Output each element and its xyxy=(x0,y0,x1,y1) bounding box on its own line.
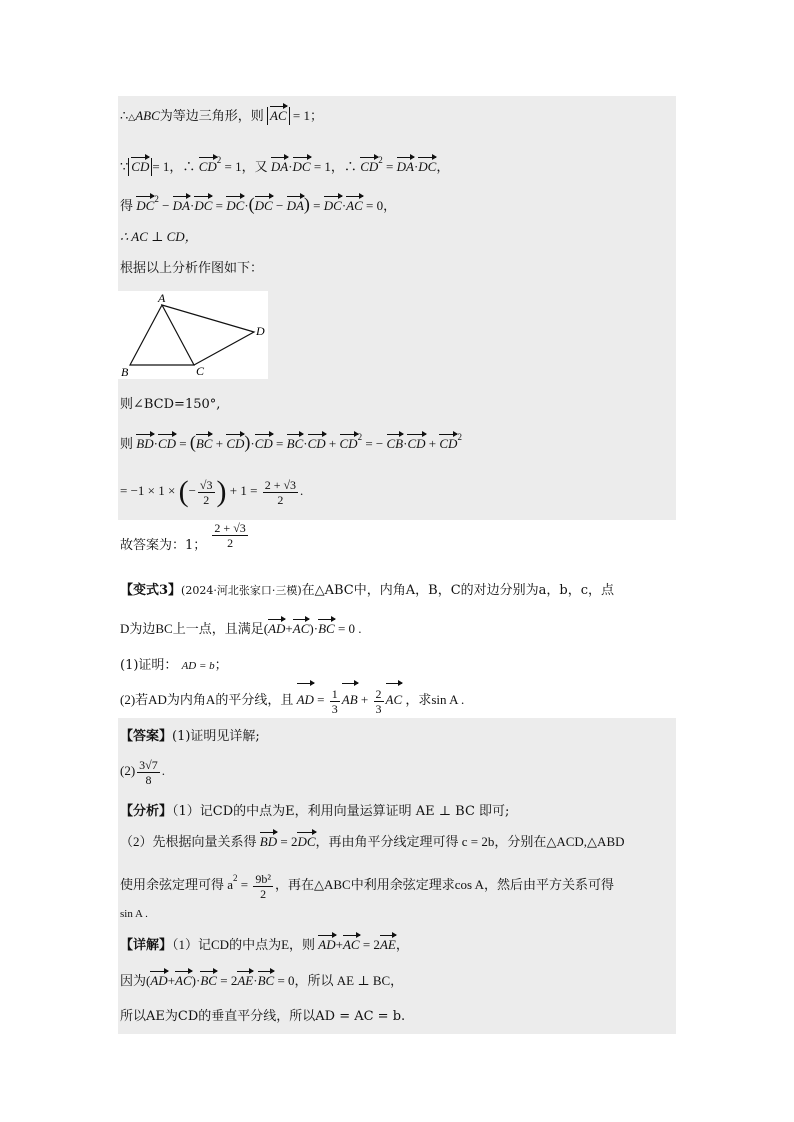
analysis-2: （2）先根据向量关系得 BD = 2DC，再由角平分线定理可得 c = 2b，分别在△ACD,△ABD xyxy=(120,834,625,849)
line-cd-length: ∵ CD = 1，∴ $CD^2 = 1$，又 DA·DC = 1，∴ $CD^2 = DA\cdot DC$， xyxy=(120,155,450,174)
label-b: B xyxy=(121,365,129,379)
label-c: C xyxy=(196,364,205,378)
label-a: A xyxy=(158,291,166,305)
answer-part2: (2) $\frac{3√7}{8}$ . xyxy=(120,757,166,787)
analysis-3: 使用余弦定理可得 $a^2$ = $\frac{\text{9b²}}{2}$ ，再在△ABC中利用余弦定理求cos A，然后由平方关系可得 xyxy=(120,871,614,901)
line-figure-intro: 根据以上分析作图如下： xyxy=(120,261,264,276)
analysis-1: 【分析】（1）记CD的中点为E，利用向量运算证明 AE ⊥ BC 即可; xyxy=(120,804,510,819)
answer-section: 【答案】(1)证明见详解; xyxy=(120,729,260,744)
triangle-diagram xyxy=(118,291,268,379)
line-final-calc: = −1 × 1 × (− $\frac{√3}{2}$ ) + 1 = $\frac{2 + √3}{2}$ . xyxy=(120,475,304,509)
variant-q1: (1)证明： AD = b； xyxy=(120,658,228,673)
line-bd-cd: 则 $BD\cdot CD = (BC + CD)\cdot CD = BC\cdot CD + CD^2$ = − $CB\cdot CD + CD^2$ xyxy=(120,432,462,452)
detail-3: 所以AE为CD的垂直平分线，所以AD = AC = b. xyxy=(120,1009,406,1024)
line-dot-product: 得 $DC^2 - DA\cdot DC = DC\cdot(DC - DA) = DC\cdot AC = 0$， xyxy=(120,194,397,214)
detail-1: 【详解】（1）记CD的中点为E，则 AD+AC = 2AE， xyxy=(120,937,409,952)
label-d: D xyxy=(256,324,265,338)
figure-lines xyxy=(130,305,254,365)
answer-line: 故答案为：1； $\frac{2 + √3}{2}$ xyxy=(120,521,246,553)
variant-q2: (2)若AD为内角A的平分线，且 AD = $\frac{1}{3}$ AB + $\frac{2}{3}$ AC ，求sin A . xyxy=(120,684,464,716)
geometry-figure xyxy=(118,291,268,379)
variant-header: 【变式3】(2024·河北张家口·三模)在△ABC中，内角A，B，C的对边分别为a，b，c，点 xyxy=(120,583,614,598)
line-perpendicular: ∴ AC ⊥ CD， xyxy=(120,229,198,244)
line-equilateral: ∴△ABC为等边三角形，则 AC = 1； xyxy=(120,108,323,123)
variant-condition: D为边BC上一点，且满足(AD+AC)·BC = 0 . xyxy=(120,621,362,636)
analysis-4: sin A . xyxy=(120,908,148,920)
detail-2: 因为(AD+AC)·BC = 2AE·BC = 0，所以 AE ⊥ BC， xyxy=(120,973,404,988)
line-angle: 则∠BCD=150°, xyxy=(120,397,221,412)
